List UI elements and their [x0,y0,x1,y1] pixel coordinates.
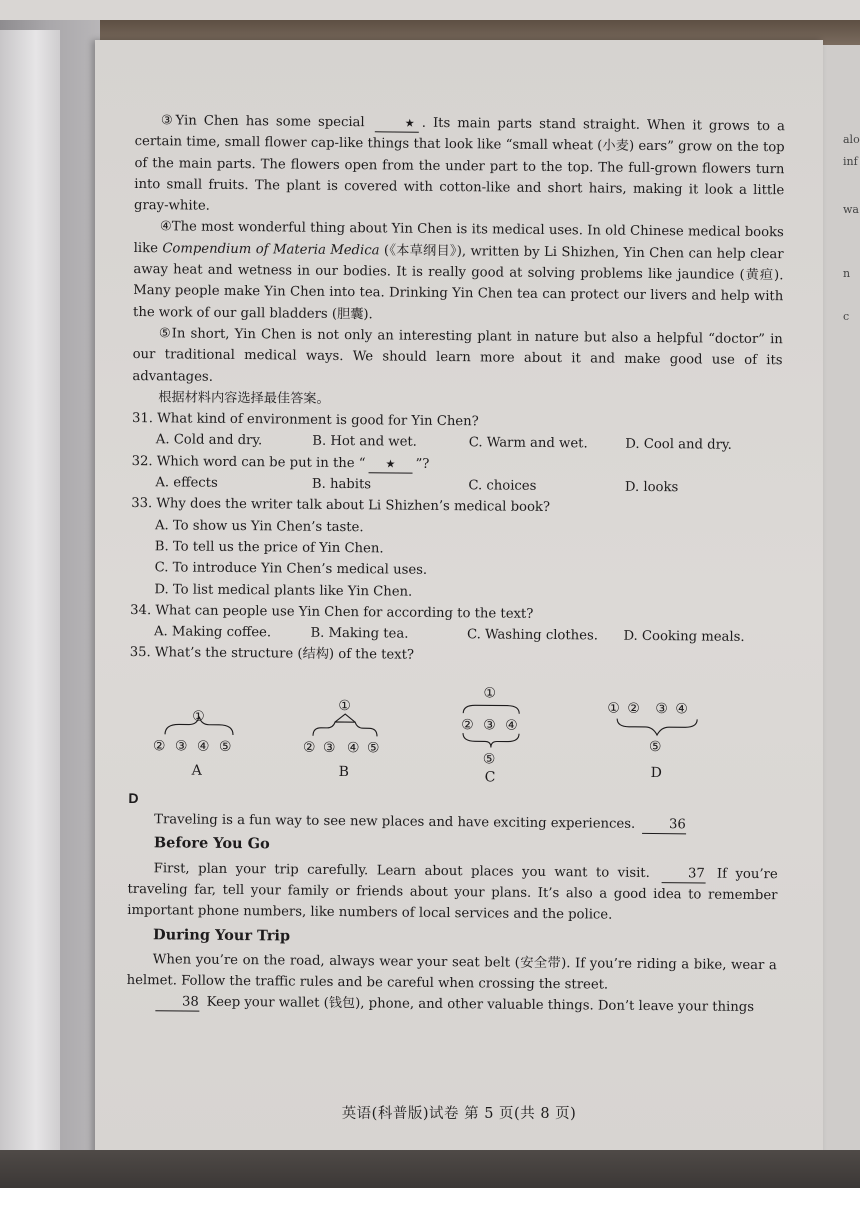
para-text: The most wonderful thing about Yin Chen is its medical uses. In old Chinese medical books like [133,219,784,257]
passage-d-paragraph-2: When you’re on the road, always wear your seat belt (安全带). If you’re riding a bike, wear a helmet. Follow the traffic rules and be careful when crossing the street. [126,952,777,993]
paper-stack-left [0,30,60,1150]
diagram-C-middle-2: ③ [483,717,496,734]
para-number: ③ [160,113,176,129]
question-31: 31. What kind of environment is good for Yin Chen? [131,411,479,430]
diagram-A-top: ① [192,708,205,725]
option[interactable]: D. Cool and dry. [625,437,732,454]
blank-star: ★ [368,456,412,473]
diagram-D-top-1: ① [607,700,620,717]
option[interactable]: B. Hot and wet. [312,434,417,451]
diagram-D-top-2: ② [627,700,640,717]
diagram-B-bottom-1: ② [302,739,316,756]
para-number: ⑤ [158,326,172,342]
question-33: 33. Why does the writer talk about Li Shizhen’s medical book? [131,496,551,516]
para-text: In short, Yin Chen is not only an interesting plant in nature but also a helpful “doctor” in our traditional medical ways. We should learn more about it and make good use of its advantages. [132,326,783,385]
paragraph-3 [134,110,785,223]
question-text: ”? [415,456,430,472]
option[interactable]: B. Making tea. [310,625,409,642]
option[interactable]: C. Washing clothes. [466,627,599,644]
diagram-B-bottom-4: ⑤ [366,739,380,757]
page-content [126,110,785,1019]
heading-before-you-go: Before You Go [153,834,270,853]
para-text: If you’re traveling far, tell your family or friends about your plans. It’s also a good idea to remember important phone numbers, like numbers of local services and the police. [127,866,778,923]
passage-d-letter: D [128,789,139,806]
diagram-A-bottom-3: ④ [196,738,210,755]
margin-fragment: c [843,310,850,323]
margin-fragment: alo [843,133,860,146]
page-footer: 英语(科普版)试卷 第 5 页(共 8 页) [341,1106,577,1122]
heading-during-your-trip: During Your Trip [153,925,291,945]
option[interactable]: A. Cold and dry. [155,432,263,449]
diagram-A-bottom-4: ⑤ [218,738,232,755]
para-text: Traveling is a fun way to see new places and have exciting experiences. [154,812,636,832]
option[interactable]: B. To tell us the price of Yin Chen. [154,539,384,557]
exam-page [95,40,823,1160]
diagram-C-label: C [484,769,496,786]
question-34: 34. What can people use Yin Chen for according to the text? [130,602,534,622]
para-number: ④ [159,219,172,235]
option[interactable]: A. Making coffee. [153,624,272,641]
diagram-A-bottom-1: ② [152,737,166,755]
paragraph-5 [132,323,783,393]
structure-diagrams-svg [128,670,779,794]
margin-fragment: wa [843,203,859,216]
option[interactable]: A. To show us Yin Chen’s taste. [154,517,364,535]
diagram-B-bottom-2: ③ [322,739,336,756]
margin-fragment: n [843,267,851,280]
adjacent-page [818,45,860,1155]
diagram-C-middle-1: ② [461,716,474,733]
option[interactable]: D. To list medical plants like Yin Chen. [154,581,413,600]
option[interactable]: C. To introduce Yin Chen’s medical uses. [154,560,428,579]
passage-d-paragraph-1 [127,858,778,928]
diagram-B-label: B [338,763,350,780]
diagram-D-top-4: ④ [675,700,688,718]
para-text: Yin Chen has some special [175,113,365,131]
image-bottom-margin [0,1188,860,1215]
instruction: 根据材料内容选择最佳答案。 [158,390,330,407]
margin-fragment: inf [843,155,858,168]
para-text: (《本草纲目》), written by Li Shizhen, Yin Chen can help clear away heat and wetness in our bodies. It is really good at solving problems like jaundice (黄疸). Many people make Yin Chen into tea. Drinking Yin Chen tea can protect our livers and help with the work of our gall bladders (胆囊). [132,243,784,322]
structure-diagrams [128,670,779,794]
diagram-A-label: A [191,762,202,779]
diagram-C-middle-3: ④ [505,717,518,734]
diagram-D-bottom: ⑤ [648,738,662,755]
diagram-C-bottom: ⑤ [482,751,496,768]
option[interactable]: B. habits [311,476,372,493]
diagram-C-top: ① [483,685,497,702]
diagram-D-label: D [650,764,662,781]
paragraph-4 [133,216,784,329]
option[interactable]: D. Cooking meals. [623,628,745,646]
question-text: 32. Which word can be put in the “ [131,453,366,471]
para-text: First, plan your trip carefully. Learn about places you want to visit. [153,860,650,881]
para-text: . Its main parts stand straight. When it grows to a certain time, small flower cap-like things that look like “small wheat (小麦) ears” grow on the top of the main parts. The flowers open from the under part to the top. The full-grown flowers turn into small fruits. The plant is covered with cotton-like and short hairs, making it look a little gray-white. [134,115,785,214]
option[interactable]: D. looks [624,479,679,496]
diagram-D-top-3: ③ [655,700,668,717]
book-title: Compendium of Materia Medica [162,241,380,259]
blank-38: 38 [155,995,199,1012]
option[interactable]: C. Warm and wet. [468,435,588,452]
diagram-B-bottom-3: ④ [346,739,360,756]
blank-37: 37 [661,866,705,883]
question-35: 35. What’s the structure (结构) of the text? [129,645,415,664]
para-text: Keep your wallet (钱包), phone, and other valuable things. Don’t leave your things [206,995,755,1016]
blank-36: 36 [642,817,686,834]
option[interactable]: A. effects [155,475,218,491]
diagram-A-bottom-2: ③ [174,738,188,755]
option[interactable]: C. choices [468,478,537,494]
diagram-B-top: ① [338,697,351,714]
blank-star: ★ [375,115,419,132]
